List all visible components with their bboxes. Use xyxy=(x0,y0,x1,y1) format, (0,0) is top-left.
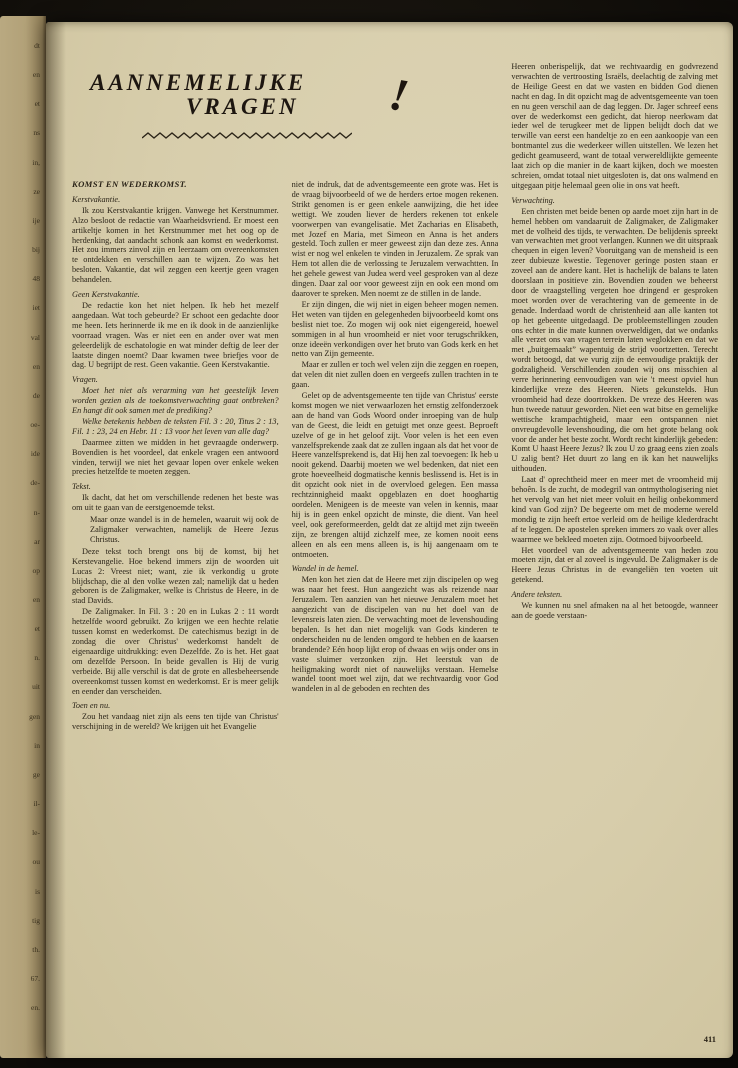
cropped-text-fragment: bij xyxy=(32,245,40,255)
cropped-text-fragment: tig xyxy=(32,915,40,925)
cropped-text-fragment: op xyxy=(32,565,40,575)
cropped-text-fragment: ide xyxy=(30,449,40,459)
article-title-block xyxy=(72,62,498,180)
sub-heading: Kerstvakantie. xyxy=(72,194,121,204)
paragraph: Daarmee zitten we midden in het gevraagde onderwerp. Bovendien is het voordeel, dat enkele vragen een antwoord vinden, terwijl we niet het gevaar lopen over enkele weken precies hetzelfde te moeten zeggen. xyxy=(72,437,279,477)
cropped-text-fragment: n- xyxy=(33,507,40,517)
paragraph: Er zijn dingen, die wij niet in eigen beheer mogen nemen. Het weten van tijden en gelegenheden bijvoorbeeld komt ons beslist niet toe. Zo mogen wij ook niet eigengereid, hoewel sommigen in al hun vroomheid er niet voor terugschrikken, onze ideeën verkondigen over het bruto van Gods kerk en het netto van Zijn gemeente. xyxy=(291,299,499,359)
cropped-text-fragment: th. xyxy=(32,944,40,954)
cropped-text-fragment: de- xyxy=(30,478,40,488)
reader-question: Moet het niet als verarming van het geestelijk leven worden gezien als de toekomstverwachting gaat ontbreken? En hangt dit ook samen met de prediking? xyxy=(72,386,279,416)
sub-heading: Andere teksten. xyxy=(511,590,563,600)
article-title-line2: VRAGEN xyxy=(186,94,299,119)
cropped-text-fragment: de xyxy=(32,390,40,400)
page-content xyxy=(46,22,733,763)
paragraph: Heeren onberispelijk, dat we rechtvaardig en godvrezend verwachten de vertroosting Israëls, deelachtig de zalving met de Heilige Geest en dat we vasten en bidden God dienen nacht en dag. In dit opzicht mag de adventsgemeente van toen en nu geen verschil aan de dag leggen. Dr. Jager schreef eens over de wederkomst een gedicht, dat hierop neerkwam dat ieder wel de terugkeer met de lippen belijdt doch dat we terwille van eerst een handeltje zo en een aankoopje van een bontmantel zus die wederkeer willen uitstellen. We lezen het gedicht geamuseerd, want de totaal verwereldlijkte gemeente laat zich op die manier in de kaart kijken, doch we moesten schreien, omdat totaal niet uitgesloten is, dat ons walmend en uitgegaan pitje helemaal geen olie in ons vat heeft. xyxy=(511,62,718,190)
cropped-text-fragment: uit xyxy=(32,682,40,692)
paragraph: Men kon het zien dat de Heere met zijn discipelen op weg was naar het feest. Hun aangezicht was als reizende naar Jeruzalem. Ten aanzien van het nieuwe Jeruzalem moet het aangezicht van de discipelen van nu het doel van de levensreis laten zien. De verwachting moet de levenshouding bepalen. Is het dan niet mogelijk van Gods kinderen te onderscheiden nu de lenden omgord te hebben en de kaarsen brandende? Eén hoop lijkt erop of dwaas en wijs onder ons in vaste sluimer verzonken zijn. Het leerstuk van de heiligmaking wordt niet of nauwelijks verstaan. Hemelse wandel toont moet wel zijn, dat we rechtvaardig voor God wandelen in al de geboden en rechten des xyxy=(291,575,499,694)
reader-question: Welke betekenis hebben de teksten Fil. 3 : 20, Titus 2 : 13, Fil. 1 : 23, 24 en Hebr. 11 : 13 voor het leven van alle dag? xyxy=(72,416,279,436)
cropped-text-fragment: en. xyxy=(31,1003,40,1013)
cropped-text-fragment: 48 xyxy=(32,274,40,284)
cropped-text-fragment: dt xyxy=(34,41,40,50)
cropped-text-fragment: ze xyxy=(33,186,40,196)
paragraph: We kunnen nu snel afmaken na al het betoogde, wanneer aan de goede verstaan- xyxy=(511,601,718,620)
cropped-text-fragment: en xyxy=(32,594,40,604)
previous-page-text-fragments xyxy=(0,16,46,1058)
cropped-text-fragment: ar xyxy=(34,536,40,546)
article-title-line1: AANNEMELIJKE xyxy=(90,70,307,95)
cropped-text-fragment: val xyxy=(30,332,40,342)
cropped-text-fragment: ou xyxy=(32,857,40,867)
cropped-text-fragment: et xyxy=(34,99,40,109)
section-heading: KOMST EN WEDERKOMST. xyxy=(72,180,187,189)
previous-page-edge xyxy=(0,16,46,1058)
sub-heading: Vragen. xyxy=(72,375,98,385)
title-ornament-squiggle xyxy=(142,130,352,142)
cropped-text-fragment: in xyxy=(34,740,40,750)
paragraph: Deze tekst toch brengt ons bij de komst, bij het Kerstevangelie. Hoe bekend immers zijn de woorden uit Lucas 2: Vreest niet; want, zie ik verkondig u grote blijdschap, die al den volke wezen zal; namelijk dat u heden geboren is de Zaligmaker, welke is Christus de Heere, in de stad Davids. xyxy=(72,546,279,606)
paragraph: Ik zou Kerstvakantie krijgen. Vanwege het Kerstnummer. Alzo besloot de redactie van Waarheidsvriend. Er moest een artikeltje komen in het Kerstnummer met het oog op de herdenking, dat aandacht schonk aan komst en wederkomst. Het zou immers zinvol zijn en leerzaam om overeenkomsten te ontdekken en verschillen aan te wijzen. Zo was het besloten. Vakantie, dat wil zeggen een keertje geen vragen behandelen. xyxy=(72,205,279,285)
paragraph: Ik dacht, dat het om verschillende redenen het beste was om uit te gaan van de eerstgenoemde tekst. xyxy=(72,493,279,513)
cropped-text-fragment: ns xyxy=(33,128,40,138)
cropped-text-fragment: is xyxy=(34,886,40,896)
text-column-1 xyxy=(72,180,279,733)
paragraph: Gelet op de adventsgemeente ten tijde van Christus' eerste komst mogen we niet verwaarlozen het ernstig zelfonderzoek aan de hand van Gods Woord onder inroeping van de hulp van de Geest, die leidt en getuigt met onze geest. Beproeft uzelve of ge in het geloof zijt. Voor velen is het een even vanzelfsprekende zaak dat ze zullen ingaan als dat het voor de Heere vanzelfsprekend is, dat Hij hen zal toevoegen: Ik heb u nooit gekend. Daarbij moeten we wel bedenken, dat niet een grote hoeveelheid dogmatische kennis beslissend is. Het is in dit opzicht ook niet in de overvloed gelegen. Een massa rechtzinnigheid maakt opgeblazen en doet hooghartig oordelen. Menigeen is de meeste van velen in kennis, maar hij is in geen enkel opzicht de minste, die dient. Van heel veel, ook gereformeerden, geldt dat ze altijd met zijn tweeën zijn, ze brengen altijd zichzelf mee, ze komen nooit eens alleen en als een mens alleen is, is hij aangenaam om te ontmoeten. xyxy=(291,391,499,559)
magazine-page xyxy=(46,22,733,1058)
cropped-text-fragment: n. xyxy=(34,653,40,663)
paragraph: De Zaligmaker. In Fil. 3 : 20 en in Lukas 2 : 11 wordt hetzelfde woord gebruikt. Zo krijgen we een hechte relatie tussen komst en wederkomst. De catechismus bezigt in de zondag die over Christus' wederkomst handelt de eigenaardige uitdrukking: even Dezelfde. Zo is het. Het gaat om dezelfde Persoon. In beide gevallen is Hij de vurig verbeide. Bij alle verschil is dat de grote en allesbeheersende overeenkomst tussen komst en wederkomst. Er is meer gelijk en eender dan verscheiden. xyxy=(72,607,279,696)
paragraph: Laat d' oprechtheid meer en meer met de vroomheid mij behoên. Is de zucht, de modegril van ontmythologisering niet het vervolg van het niet meer voluit en heilig onbekommerd kind van God zijn? De begeerte om met de moderne wereld mondig te zijn heeft ertoe verleid om de heilige klederdracht af te leggen. De apostelen spreken immers zo vaak over alles waarmee we bekleed moeten zijn. Ootmoed bijvoorbeeld. xyxy=(511,475,718,544)
cropped-text-fragment: et xyxy=(34,624,40,634)
paragraph: Zou het vandaag niet zijn als eens ten tijde van Christus' verschijning in de wereld? We krijgen uit het Evangelie xyxy=(72,712,279,732)
title-exclamation-mark: ! xyxy=(385,67,413,122)
paragraph: Maar er zullen er toch wel velen zijn die zeggen en roepen, dat velen dit niet zullen doen en vergeefs zullen trachten in te gaan. xyxy=(291,360,499,390)
sub-heading: Verwachting. xyxy=(511,195,555,205)
paragraph: De redactie kon het niet helpen. Ik heb het mezelf aangedaan. Wat toch gebeurde? Er schoot een gedachte door me heen. Iets herinnerde ik me en ik dook in de aanzienlijke voorraad vragen. Was er niet een en ander over wat men geleerdelijk de eschatologie en wat minder deftig de leer der laatste dingen noemt? Daar kwamen twee briefjes voor de dag. U begrijpt de rest. Geen vakantie. Geen Kerstvakantie. xyxy=(72,300,279,370)
sub-heading: Geen Kerstvakantie. xyxy=(72,290,140,300)
cropped-text-fragment: il- xyxy=(33,799,40,809)
cropped-text-fragment: ge xyxy=(32,769,40,779)
paragraph: Het voordeel van de adventsgemeente van heden zou moeten zijn, dat er al zoveel is ingevuld. De Zaligmaker is de Heere Jezus Christus in de evangeliën ten voeten uit getekend. xyxy=(511,545,718,585)
cropped-text-fragment: in, xyxy=(32,157,40,167)
sub-heading: Toen en nu. xyxy=(72,701,111,711)
cropped-text-fragment: oe- xyxy=(30,420,40,430)
cropped-text-fragment: en xyxy=(32,361,40,371)
cropped-text-fragment: gen xyxy=(29,711,40,721)
scripture-quote: Maar onze wandel is in de hemelen, waaruit wij ook de Zaligmaker verwachten, namelijk de Heere Jezus Christus. xyxy=(90,515,279,544)
text-column-2 xyxy=(292,180,499,733)
sub-heading: Wandel in de hemel. xyxy=(291,564,359,574)
paragraph: Een christen met beide benen op aarde moet zijn hart in de hemel hebben om vandaaruit de Zaligmaker, de Zaligmaker met de volheid des tijds, te verwachten. De belijdenis spreekt van verwachten met groot verlangen. Kunnen we dit uitspraak chequen in eigen leven? Vooruitgang van de mensheid is een zeer dubieuze kwestie. Tegenover geringe posten staan er zoveel aan de andere kant. Het is hachelijk de balans te laten doorslaan in positieve zin. Bovendien zouden we beheerst door de vraagstelling vergeten hoe dringend er gesproken moet worden over de verachtering van de gemeente in de genade. Inderdaad wordt de christenheid aan alle kanten tot op het gebeente uitgedaagd. De probleemstellingen zouden ons echter in die mate kunnen overweldigen, dat we ondanks alle verzet ons van vragen terrein laten weglokken en dat we met „buitgemaakt” wapentuig de strijd voortzetten. Terecht wordt betoogd, dat we vurig zijn de eenvoudige praktijk der godzaligheid. Verschillenden zouden wij ons misschien al verre herinnering eenvoudigen van wie 't meest opviel hun kinderlijke vreze des Heeren. Niets gekunstelds. Hun vroomheid had deze doortrokken. De vreze des Heeren was hun tweede natuur geworden. Niet een wat bitse en gemelijke wettische krampachtigheid, maar een ontspannen niet onvreugdevolle levenshouding, die om het grote belang ook voor de ander het beste zocht. Wordt recht kinderlijk gebeden: Komt U haast Heere Jezus? Ik zou U zo graag eens zien zoals U zalig bent? Het duurt zo lang en ik kan het nauwelijks uithouden. xyxy=(511,206,718,474)
cropped-text-fragment: 67. xyxy=(30,974,40,983)
text-column-3 xyxy=(511,62,718,733)
cropped-text-fragment: le- xyxy=(32,828,40,838)
cropped-text-fragment: iet xyxy=(32,303,40,313)
cropped-text-fragment: ije xyxy=(32,215,40,225)
cropped-text-fragment: en xyxy=(32,70,40,80)
page-number: 411 xyxy=(703,1034,716,1044)
sub-heading: Tekst. xyxy=(72,482,91,492)
paragraph: niet de indruk, dat de adventsgemeente een grote was. Het is de vraag bijvoorbeeld of we de herders ertoe mogen rekenen. Strikt genomen is er geen enkele aanwijzing, die het idee wettigt. We zouden liever de herders rekenen tot enkele voorwerpen van evangelisatie. Met Zacharias en Elisabeth, met Jozef en Maria, met Simeon en Anna is het anders gesteld. Toch zullen er meer geweest zijn dan deze zes. Anna wist er nog wel enkelen te vinden in Jeruzalem. Ze sprak van Hem tot allen die de verlossing te Jeruzalem verwachtten. In het gehele gewest van Judea werd veel gesproken van al deze dingen. Daar zal oor voor geweest zijn en ook een mond om daarover te spreken. Men noemt ze de stillen in de lande. xyxy=(291,180,499,298)
